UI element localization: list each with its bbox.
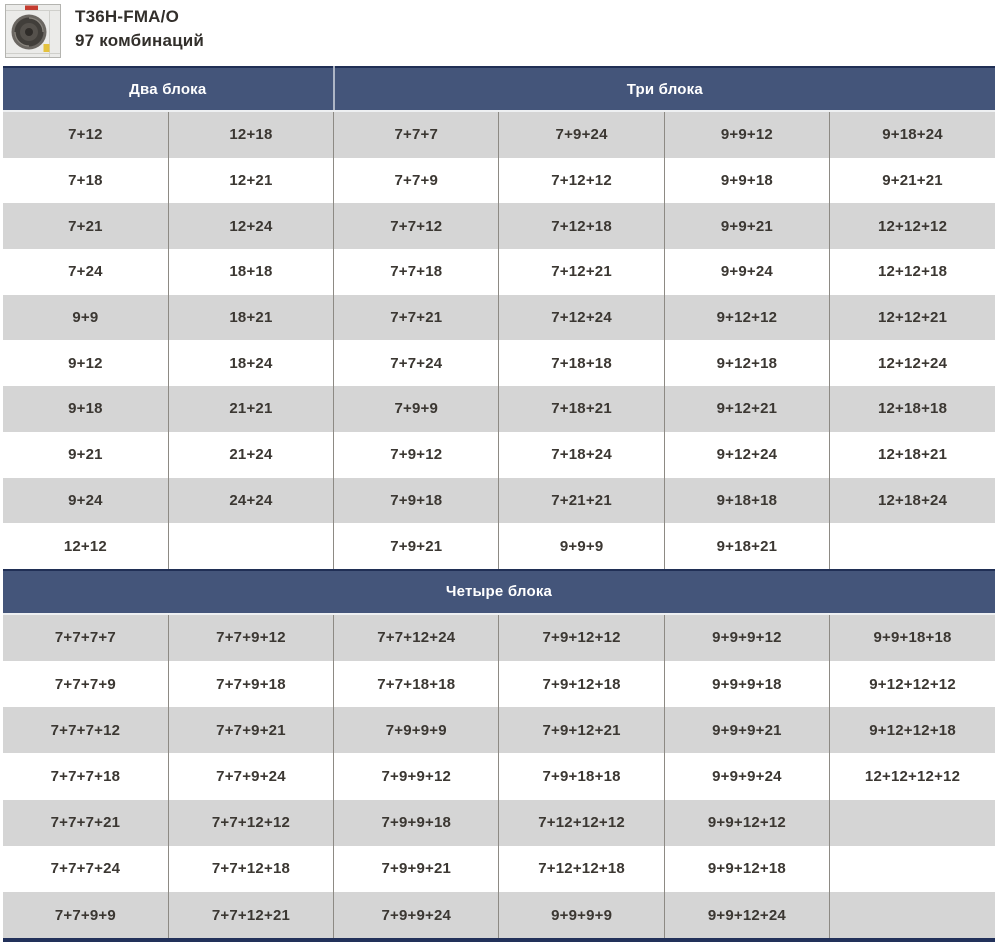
table-row [3,340,995,386]
table-row [3,800,995,846]
combo-cell: 7+12 [3,111,168,158]
combo-cell: 7+7+7+24 [3,846,168,892]
combo-cell: 7+7+12 [334,203,499,249]
combo-cell: 7+9+9+21 [334,846,499,892]
combo-cell: 9+9+18 [664,158,829,204]
combo-cell: 7+24 [3,249,168,295]
combinations-count: 97 комбинаций [75,31,205,50]
combo-cell: 12+12+21 [830,295,995,341]
combo-cell: 9+12 [3,340,168,386]
table-row [3,295,995,341]
combo-cell: 7+9+12+18 [499,661,664,707]
combo-cell: 9+12+18 [664,340,829,386]
combo-cell: 12+12+24 [830,340,995,386]
ac-outdoor-unit-icon [4,2,62,60]
combo-cell: 7+7+18 [334,249,499,295]
combo-cell: 7+12+12 [499,158,664,204]
combo-cell: 7+21+21 [499,478,664,524]
combo-cell: 12+12+18 [830,249,995,295]
combo-cell: 24+24 [168,478,333,524]
combo-cell: 9+21+21 [830,158,995,204]
combo-cell: 9+18+21 [664,523,829,570]
combo-cell: 9+9+12+12 [664,800,829,846]
combo-cell: 7+12+12+18 [499,846,664,892]
combo-cell: 7+9+9+24 [334,892,499,940]
combo-cell: 7+9+18+18 [499,753,664,799]
combo-cell: 7+7+7 [334,111,499,158]
combo-cell: 7+9+9+18 [334,800,499,846]
combo-cell: 7+18+18 [499,340,664,386]
combinations-table [3,66,995,942]
combo-cell [830,800,995,846]
combo-cell: 7+12+21 [499,249,664,295]
combo-cell: 7+12+12+12 [499,800,664,846]
section-header-three-blocks: Три блока [334,67,995,111]
table-row [3,432,995,478]
combo-cell: 9+9+9 [499,523,664,570]
combo-cell: 12+12 [3,523,168,570]
combo-cell: 18+18 [168,249,333,295]
combo-cell [830,523,995,570]
combo-cell: 9+12+21 [664,386,829,432]
combo-cell: 12+12+12+12 [830,753,995,799]
combo-cell: 7+18+24 [499,432,664,478]
combo-cell: 7+18+21 [499,386,664,432]
combo-cell: 7+7+21 [334,295,499,341]
combo-cell: 7+12+24 [499,295,664,341]
combo-cell: 9+9+12+24 [664,892,829,940]
combo-cell: 7+9+9 [334,386,499,432]
combo-cell: 18+21 [168,295,333,341]
combo-cell: 9+9+9+21 [664,707,829,753]
combo-cell: 9+9+9+24 [664,753,829,799]
combo-cell: 9+12+12+12 [830,661,995,707]
section-header-row [3,67,995,111]
combo-cell: 9+9+9+12 [664,614,829,661]
table-row [3,249,995,295]
combo-cell: 7+7+9+21 [168,707,333,753]
combo-cell: 12+18+18 [830,386,995,432]
combo-cell: 12+24 [168,203,333,249]
combo-cell: 9+12+24 [664,432,829,478]
combo-cell: 9+21 [3,432,168,478]
combo-cell: 7+9+9+9 [334,707,499,753]
combo-cell: 9+9+9+9 [499,892,664,940]
combo-cell: 9+12+12 [664,295,829,341]
combo-cell: 12+18+24 [830,478,995,524]
combo-cell: 9+9+12+18 [664,846,829,892]
combo-cell: 9+9+9+18 [664,661,829,707]
section-header-two-blocks: Два блока [3,67,334,111]
combo-cell: 7+7+9+9 [3,892,168,940]
section-header-four-blocks: Четыре блока [3,570,995,614]
combo-cell: 7+9+12+21 [499,707,664,753]
table-row [3,111,995,158]
combo-cell [830,846,995,892]
combo-cell: 9+18+18 [664,478,829,524]
combo-cell: 7+7+12+12 [168,800,333,846]
table-row [3,523,995,570]
table-row [3,846,995,892]
combo-cell: 7+7+12+18 [168,846,333,892]
combo-cell: 7+9+18 [334,478,499,524]
combo-cell: 7+7+24 [334,340,499,386]
table-row [3,386,995,432]
table-row [3,158,995,204]
table-row [3,753,995,799]
combo-cell: 9+9+12 [664,111,829,158]
combo-cell: 7+7+12+24 [334,614,499,661]
table-row [3,892,995,940]
combo-cell: 12+18+21 [830,432,995,478]
combo-cell: 12+12+12 [830,203,995,249]
combo-cell: 9+12+12+18 [830,707,995,753]
combo-cell: 7+9+12+12 [499,614,664,661]
table-row [3,661,995,707]
combo-cell: 18+24 [168,340,333,386]
combo-cell: 7+7+7+12 [3,707,168,753]
combo-cell: 7+7+9+24 [168,753,333,799]
table-row [3,478,995,524]
combo-cell: 7+7+18+18 [334,661,499,707]
combo-cell: 7+12+18 [499,203,664,249]
combo-cell: 12+18 [168,111,333,158]
combo-cell: 9+9+18+18 [830,614,995,661]
combo-cell: 9+9 [3,295,168,341]
combo-cell [830,892,995,940]
combo-cell: 21+21 [168,386,333,432]
combo-cell: 7+7+7+21 [3,800,168,846]
section-header-row [3,570,995,614]
combo-cell: 7+9+12 [334,432,499,478]
table-row [3,614,995,661]
combo-cell: 7+7+7+7 [3,614,168,661]
combo-cell: 7+7+9 [334,158,499,204]
combo-cell [168,523,333,570]
combo-cell: 9+24 [3,478,168,524]
combo-cell: 9+18+24 [830,111,995,158]
combo-cell: 7+21 [3,203,168,249]
combinations-table-body [3,67,995,940]
combo-cell: 9+9+24 [664,249,829,295]
model-title: T36H-FMA/O [75,7,179,26]
combo-cell: 7+7+9+18 [168,661,333,707]
table-row [3,203,995,249]
combo-cell: 7+9+21 [334,523,499,570]
title-text [75,2,204,53]
table-row [3,707,995,753]
combo-cell: 7+7+7+18 [3,753,168,799]
combo-cell: 12+21 [168,158,333,204]
combo-cell: 7+7+7+9 [3,661,168,707]
combo-cell: 21+24 [168,432,333,478]
combo-cell: 7+18 [3,158,168,204]
combo-cell: 9+9+21 [664,203,829,249]
combo-cell: 7+9+9+12 [334,753,499,799]
combo-cell: 7+7+12+21 [168,892,333,940]
title-block [0,0,1000,66]
combo-cell: 7+7+9+12 [168,614,333,661]
combo-cell: 7+9+24 [499,111,664,158]
combo-cell: 9+18 [3,386,168,432]
